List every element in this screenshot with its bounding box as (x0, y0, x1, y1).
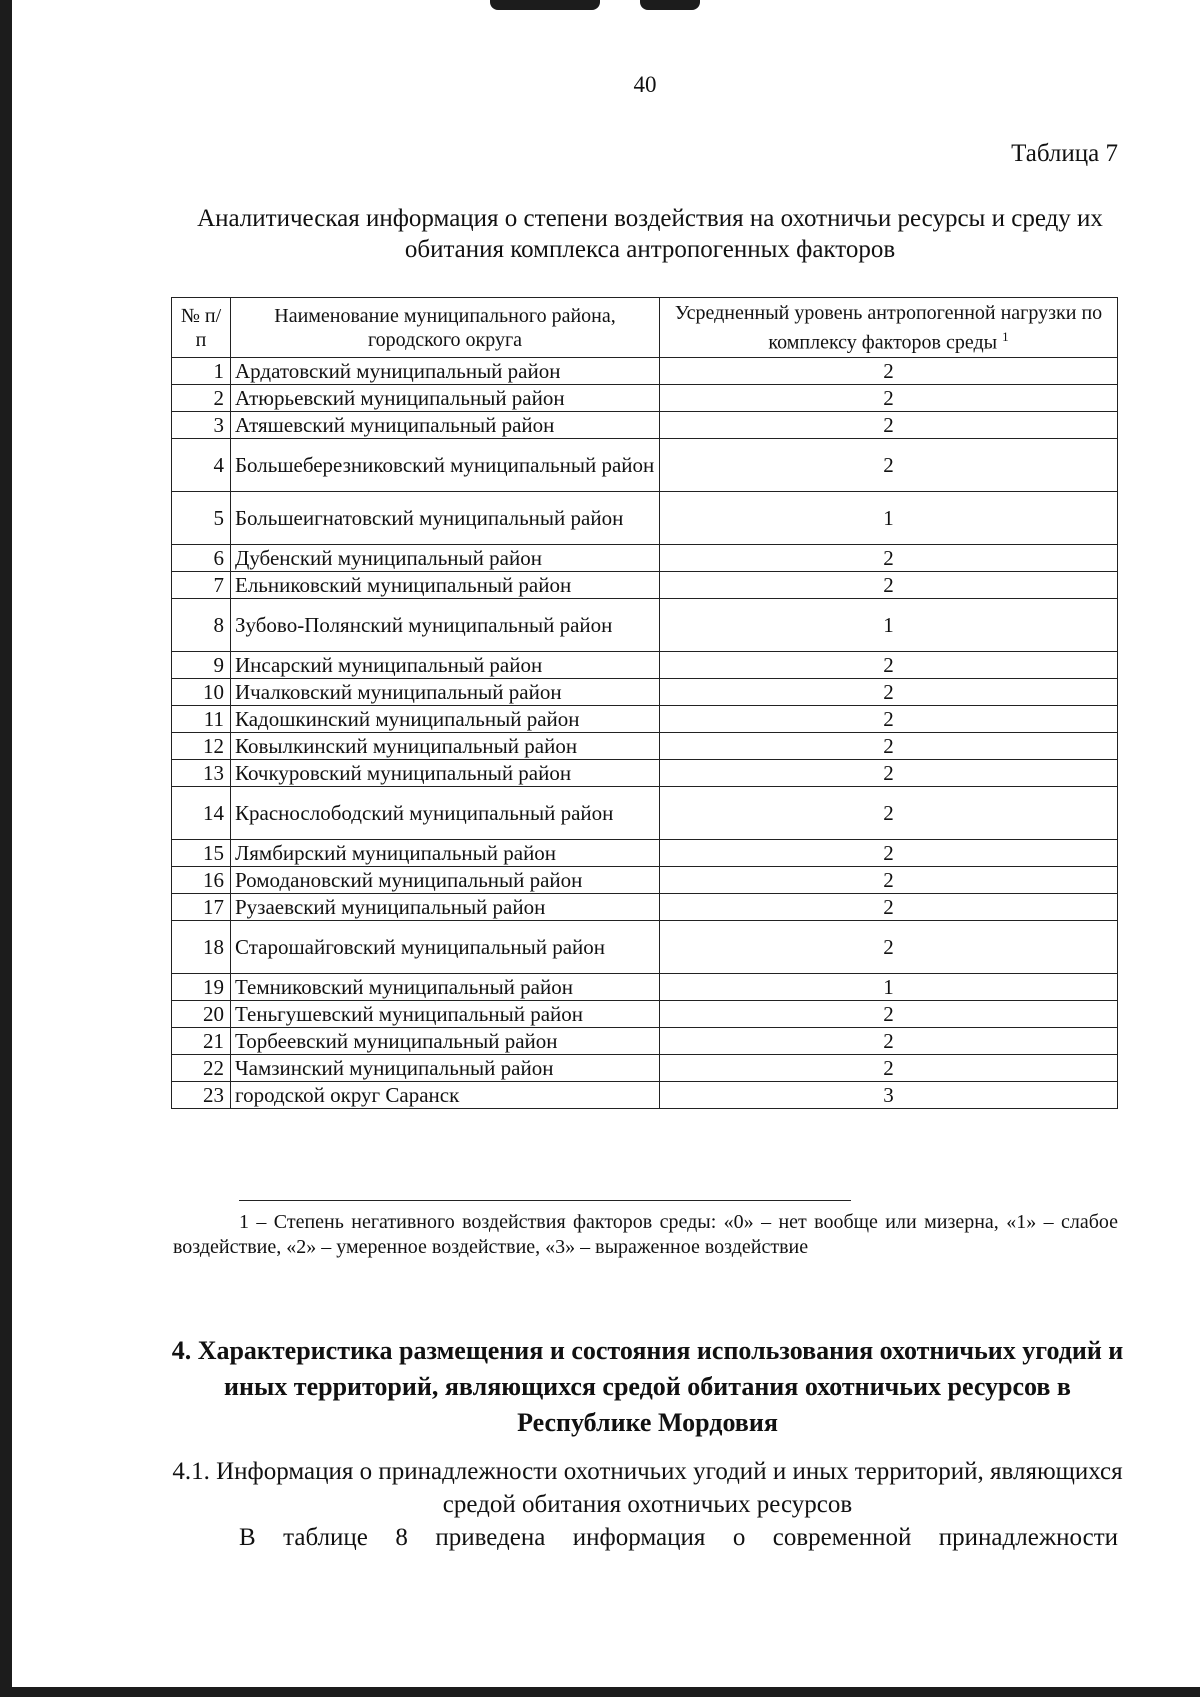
cell-number: 5 (172, 492, 231, 545)
cell-impact-level: 2 (660, 439, 1118, 492)
cell-impact-level: 1 (660, 599, 1118, 652)
table-row (172, 1001, 1118, 1028)
table-row (172, 760, 1118, 787)
cell-impact-level: 2 (660, 385, 1118, 412)
cell-number: 13 (172, 760, 231, 787)
cell-impact-level: 1 (660, 974, 1118, 1001)
cell-district-name: Инсарский муниципальный район (231, 652, 660, 679)
cell-number: 11 (172, 706, 231, 733)
cell-district-name: Рузаевский муниципальный район (231, 894, 660, 921)
cell-district-name: Кадошкинский муниципальный район (231, 706, 660, 733)
cell-impact-level: 2 (660, 706, 1118, 733)
cell-district-name: Темниковский муниципальный район (231, 974, 660, 1001)
footnote-divider (239, 1200, 851, 1201)
cell-impact-level: 2 (660, 1055, 1118, 1082)
cell-impact-level: 2 (660, 358, 1118, 385)
scan-border-left (0, 0, 12, 1697)
cell-number: 3 (172, 412, 231, 439)
cell-impact-level: 2 (660, 921, 1118, 974)
cell-impact-level: 2 (660, 760, 1118, 787)
footnote: 1 – Степень негативного воздействия факторов среды: «0» – нет вообще или мизерна, «1» – слабое воздействие, «2» – умеренное воздействие, «3» – выраженное воздействие (173, 1211, 1118, 1258)
section-heading: 4. Характеристика размещения и состояния использования охотничьих угодий и иных территорий, являющихся средой обитания охотничьих ресурсов в Республике Мордовия (171, 1336, 1124, 1437)
cell-district-name: Торбеевский муниципальный район (231, 1028, 660, 1055)
cell-impact-level: 2 (660, 652, 1118, 679)
table-row (172, 706, 1118, 733)
cell-number: 21 (172, 1028, 231, 1055)
header-impact-level (660, 298, 1118, 358)
anthropogenic-impact-table (171, 297, 1118, 1109)
cell-district-name: Старошайговский муниципальный район (231, 921, 660, 974)
cell-impact-level: 2 (660, 733, 1118, 760)
cell-district-name: Лямбирский муниципальный район (231, 840, 660, 867)
cell-number: 22 (172, 1055, 231, 1082)
subsection-heading: 4.1. Информация о принадлежности охотничьих угодий и иных территорий, являющихся средой обитания охотничьих ресурсов (172, 1458, 1123, 1518)
table-row (172, 679, 1118, 706)
table-row (172, 572, 1118, 599)
cell-district-name: Ковылкинский муниципальный район (231, 733, 660, 760)
cell-number: 17 (172, 894, 231, 921)
cell-number: 14 (172, 787, 231, 840)
cell-impact-level: 2 (660, 1028, 1118, 1055)
header-number: № п/п (172, 298, 231, 358)
cell-district-name: Атюрьевский муниципальный район (231, 385, 660, 412)
header-impact-level-text: Усредненный уровень антропогенной нагрузки по комплексу факторов среды (674, 301, 1103, 354)
table-row (172, 921, 1118, 974)
scan-mark (490, 0, 600, 10)
table-row (172, 545, 1118, 572)
table-body (172, 358, 1118, 1109)
cell-district-name: Дубенский муниципальный район (231, 545, 660, 572)
table-title: Аналитическая информация о степени воздействия на охотничьи ресурсы и среду их обитания комплекса антропогенных факторов (197, 205, 1103, 263)
scan-mark (640, 0, 700, 10)
cell-number: 6 (172, 545, 231, 572)
cell-district-name: городской округ Саранск (231, 1082, 660, 1109)
cell-district-name: Большеигнатовский муниципальный район (231, 492, 660, 545)
table-row (172, 1055, 1118, 1082)
table-row (172, 439, 1118, 492)
cell-number: 10 (172, 679, 231, 706)
table-row (172, 385, 1118, 412)
cell-number: 2 (172, 385, 231, 412)
cell-number: 4 (172, 439, 231, 492)
scan-border-bottom (0, 1687, 1200, 1697)
cell-number: 8 (172, 599, 231, 652)
cell-district-name: Атяшевский муниципальный район (231, 412, 660, 439)
page-number: 40 (633, 72, 657, 97)
cell-district-name: Кочкуровский муниципальный район (231, 760, 660, 787)
table-row (172, 867, 1118, 894)
table-row (172, 492, 1118, 545)
cell-number: 23 (172, 1082, 231, 1109)
cell-district-name: Ромодановский муниципальный район (231, 867, 660, 894)
cell-district-name: Чамзинский муниципальный район (231, 1055, 660, 1082)
table-row (172, 840, 1118, 867)
header-district-name: Наименование муниципального района, городского округа (231, 298, 660, 358)
cell-impact-level: 2 (660, 894, 1118, 921)
cell-number: 1 (172, 358, 231, 385)
cell-impact-level: 2 (660, 679, 1118, 706)
cell-impact-level: 3 (660, 1082, 1118, 1109)
table-row (172, 1028, 1118, 1055)
table-row (172, 974, 1118, 1001)
cell-district-name: Большеберезниковский муниципальный район (231, 439, 660, 492)
table-header-row (172, 298, 1118, 358)
cell-impact-level: 2 (660, 545, 1118, 572)
body-paragraph: В таблице 8 приведена информация о современной принадлежности (239, 1524, 1118, 1551)
table-label: Таблица 7 (1011, 140, 1118, 167)
cell-district-name: Теньгушевский муниципальный район (231, 1001, 660, 1028)
cell-impact-level: 2 (660, 867, 1118, 894)
cell-impact-level: 2 (660, 1001, 1118, 1028)
footnote-marker: 1 (1002, 328, 1009, 344)
cell-impact-level: 2 (660, 840, 1118, 867)
table-row (172, 412, 1118, 439)
cell-number: 20 (172, 1001, 231, 1028)
table-row (172, 599, 1118, 652)
cell-impact-level: 2 (660, 787, 1118, 840)
table-row (172, 652, 1118, 679)
cell-impact-level: 2 (660, 572, 1118, 599)
cell-district-name: Ичалковский муниципальный район (231, 679, 660, 706)
cell-district-name: Ардатовский муниципальный район (231, 358, 660, 385)
cell-district-name: Краснослободский муниципальный район (231, 787, 660, 840)
table-row (172, 894, 1118, 921)
cell-number: 19 (172, 974, 231, 1001)
cell-number: 7 (172, 572, 231, 599)
cell-number: 15 (172, 840, 231, 867)
cell-number: 9 (172, 652, 231, 679)
cell-impact-level: 1 (660, 492, 1118, 545)
cell-impact-level: 2 (660, 412, 1118, 439)
cell-district-name: Зубово-Полянский муниципальный район (231, 599, 660, 652)
cell-district-name: Ельниковский муниципальный район (231, 572, 660, 599)
cell-number: 12 (172, 733, 231, 760)
table-row (172, 1082, 1118, 1109)
cell-number: 18 (172, 921, 231, 974)
cell-number: 16 (172, 867, 231, 894)
table-row (172, 358, 1118, 385)
table-row (172, 733, 1118, 760)
table-row (172, 787, 1118, 840)
